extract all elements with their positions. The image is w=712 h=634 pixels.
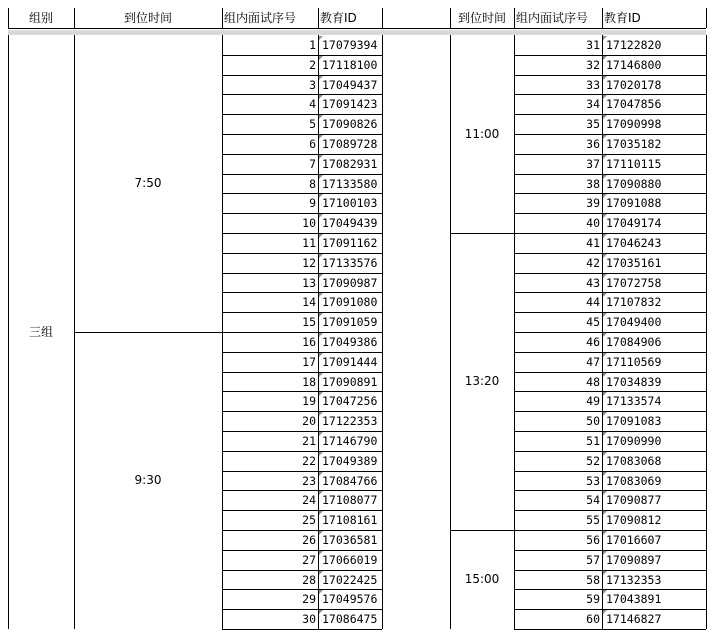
- table-cell-edu-id[interactable]: 17122353: [318, 411, 382, 430]
- text-number-indicator: [319, 115, 323, 119]
- table-cell-edu-id[interactable]: 17079394: [318, 35, 382, 54]
- text-number-indicator: [603, 115, 607, 119]
- table-cell-seq[interactable]: 13: [302, 275, 316, 290]
- table-cell-edu-id[interactable]: 17091162: [318, 233, 382, 252]
- table-cell-seq[interactable]: 30: [302, 612, 316, 627]
- grid-line-vertical: [706, 35, 707, 629]
- text-number-indicator: [603, 313, 607, 317]
- header-separator: [450, 8, 451, 28]
- table-cell-edu-id[interactable]: 17132353: [602, 570, 706, 589]
- text-number-indicator: [319, 234, 323, 238]
- table-cell-seq[interactable]: 26: [302, 533, 316, 547]
- header-separator: [74, 8, 75, 28]
- table-cell-seq[interactable]: 54: [586, 493, 600, 508]
- text-number-indicator: [319, 76, 323, 80]
- text-number-indicator: [319, 571, 323, 575]
- row-line: [514, 629, 706, 630]
- table-cell-edu-id[interactable]: 17090826: [318, 114, 382, 133]
- text-number-indicator: [319, 491, 323, 495]
- text-number-indicator: [319, 610, 323, 614]
- table-cell-seq[interactable]: 39: [586, 196, 600, 211]
- table-cell-edu-id[interactable]: 17049439: [318, 213, 382, 232]
- table-cell-seq[interactable]: 15: [302, 315, 316, 330]
- text-number-indicator: [603, 214, 607, 218]
- table-cell-seq[interactable]: 10: [302, 216, 316, 231]
- table-cell-seq[interactable]: 23: [302, 473, 316, 488]
- table-cell-seq[interactable]: 11: [302, 236, 316, 250]
- text-number-indicator: [603, 610, 607, 614]
- table-cell-seq[interactable]: 44: [586, 295, 600, 310]
- table-cell-edu-id[interactable]: 17034839: [602, 372, 706, 391]
- header-edu-id-left[interactable]: 教育ID: [320, 11, 357, 25]
- table-cell-seq[interactable]: 47: [586, 354, 600, 369]
- table-cell-seq[interactable]: 28: [302, 572, 316, 587]
- grid-line-vertical: [8, 35, 9, 629]
- table-cell-edu-id[interactable]: 17110115: [602, 154, 706, 173]
- text-number-indicator: [603, 531, 607, 535]
- table-cell-seq[interactable]: 36: [586, 137, 600, 151]
- table-cell-seq[interactable]: 56: [586, 533, 600, 547]
- text-number-indicator: [603, 293, 607, 297]
- header-separator: [318, 8, 319, 28]
- table-cell-edu-id[interactable]: 17090987: [318, 273, 382, 292]
- table-cell-seq[interactable]: 20: [302, 414, 316, 429]
- header-arrival-time-right[interactable]: 到位时间: [457, 11, 506, 25]
- text-number-indicator: [319, 392, 323, 396]
- table-cell-edu-id[interactable]: 17046243: [602, 233, 706, 252]
- header-separator: [382, 8, 383, 28]
- arrival-time-value: 9:30: [134, 473, 162, 487]
- table-cell-edu-id[interactable]: 17090990: [602, 431, 706, 450]
- table-cell-edu-id[interactable]: 17049386: [318, 332, 382, 351]
- table-cell-seq[interactable]: 21: [302, 434, 316, 448]
- text-number-indicator: [319, 293, 323, 297]
- table-cell-edu-id[interactable]: 17090897: [602, 550, 706, 569]
- text-number-indicator: [319, 36, 323, 40]
- row-line: [222, 629, 382, 630]
- text-number-indicator: [319, 531, 323, 535]
- table-cell-edu-id[interactable]: 17108077: [318, 490, 382, 509]
- table-cell-seq[interactable]: 5: [309, 117, 316, 132]
- table-cell-seq[interactable]: 8: [309, 176, 316, 191]
- table-cell-seq[interactable]: 7: [309, 156, 316, 171]
- table-cell-seq[interactable]: 22: [302, 453, 316, 468]
- table-cell-edu-id[interactable]: 17035182: [602, 134, 706, 153]
- text-number-indicator: [603, 234, 607, 238]
- table-cell-seq[interactable]: 4: [309, 97, 316, 112]
- text-number-indicator: [319, 472, 323, 476]
- text-number-indicator: [603, 274, 607, 278]
- text-number-indicator: [603, 472, 607, 476]
- table-cell-edu-id[interactable]: 17072758: [602, 273, 706, 292]
- arrival-time-cell[interactable]: [450, 530, 514, 629]
- text-number-indicator: [603, 76, 607, 80]
- table-cell-edu-id[interactable]: 17110569: [602, 352, 706, 371]
- text-number-indicator: [319, 353, 323, 357]
- table-cell-seq[interactable]: 27: [302, 552, 316, 567]
- table-cell-seq[interactable]: 19: [302, 394, 316, 409]
- header-edu-id-right[interactable]: 教育ID: [604, 11, 641, 25]
- text-number-indicator: [319, 452, 323, 456]
- text-number-indicator: [603, 194, 607, 198]
- header-separator: [8, 8, 9, 28]
- table-cell-edu-id[interactable]: 17036581: [318, 530, 382, 549]
- table-cell-seq[interactable]: 50: [586, 414, 600, 429]
- table-cell-seq[interactable]: 59: [586, 592, 600, 607]
- arrival-time-value: 15:00: [464, 572, 500, 586]
- table-cell-seq[interactable]: 31: [586, 38, 600, 52]
- table-cell-edu-id[interactable]: 17133574: [602, 391, 706, 410]
- text-number-indicator: [603, 590, 607, 594]
- header-group[interactable]: 组别: [28, 11, 53, 25]
- table-cell-seq[interactable]: 48: [586, 374, 600, 389]
- table-cell-edu-id[interactable]: 17091088: [602, 193, 706, 212]
- text-number-indicator: [319, 194, 323, 198]
- text-number-indicator: [319, 590, 323, 594]
- header-separator: [602, 8, 603, 28]
- table-cell-seq[interactable]: 25: [302, 513, 316, 528]
- arrival-time-cell[interactable]: [74, 332, 222, 629]
- header-separator: [222, 8, 223, 28]
- text-number-indicator: [603, 56, 607, 60]
- table-cell-edu-id[interactable]: 17091083: [602, 411, 706, 430]
- table-cell-edu-id[interactable]: 17083069: [602, 471, 706, 490]
- table-cell-seq[interactable]: 45: [586, 315, 600, 330]
- text-number-indicator: [319, 313, 323, 317]
- text-number-indicator: [319, 175, 323, 179]
- table-cell-seq[interactable]: 58: [586, 572, 600, 587]
- arrival-time-value: 7:50: [134, 176, 162, 190]
- text-number-indicator: [319, 333, 323, 337]
- text-number-indicator: [603, 551, 607, 555]
- text-number-indicator: [603, 36, 607, 40]
- grid-line-vertical: [382, 35, 383, 629]
- header-arrival-time-left[interactable]: 到位时间: [123, 11, 172, 25]
- table-cell-seq[interactable]: 41: [586, 236, 600, 250]
- table-cell-edu-id[interactable]: 17133580: [318, 174, 382, 193]
- table-cell-seq[interactable]: 6: [309, 137, 316, 151]
- text-number-indicator: [603, 155, 607, 159]
- table-cell-edu-id[interactable]: 17016607: [602, 530, 706, 549]
- arrival-time-cell[interactable]: [450, 35, 514, 233]
- text-number-indicator: [319, 432, 323, 436]
- table-cell-edu-id[interactable]: 17043891: [602, 589, 706, 608]
- text-number-indicator: [603, 254, 607, 258]
- header-separator: [514, 8, 515, 28]
- table-cell-seq[interactable]: 57: [586, 552, 600, 567]
- table-cell-edu-id[interactable]: 17100103: [318, 193, 382, 212]
- table-cell-seq[interactable]: 60: [586, 612, 600, 627]
- table-cell-edu-id[interactable]: 17049437: [318, 75, 382, 94]
- table-cell-edu-id[interactable]: 17091059: [318, 312, 382, 331]
- text-number-indicator: [603, 353, 607, 357]
- table-cell-edu-id[interactable]: 17108161: [318, 510, 382, 529]
- table-cell-seq[interactable]: 34: [586, 97, 600, 112]
- table-cell-seq[interactable]: 1: [309, 38, 316, 52]
- text-number-indicator: [319, 511, 323, 515]
- table-cell-seq[interactable]: 37: [586, 156, 600, 171]
- table-cell-edu-id[interactable]: 17082931: [318, 154, 382, 173]
- table-cell-seq[interactable]: 12: [302, 255, 316, 270]
- text-number-indicator: [603, 175, 607, 179]
- table-cell-edu-id[interactable]: 17090998: [602, 114, 706, 133]
- arrival-time-cell[interactable]: [450, 233, 514, 530]
- table-cell-edu-id[interactable]: 17020178: [602, 75, 706, 94]
- table-cell-edu-id[interactable]: 17090877: [602, 490, 706, 509]
- arrival-time-value: 13:20: [464, 374, 500, 388]
- table-cell-edu-id[interactable]: 17091423: [318, 94, 382, 113]
- text-number-indicator: [319, 254, 323, 258]
- table-cell-seq[interactable]: 9: [309, 196, 316, 211]
- table-cell-edu-id[interactable]: 17090880: [602, 174, 706, 193]
- table-cell-edu-id[interactable]: 17047256: [318, 391, 382, 410]
- text-number-indicator: [319, 551, 323, 555]
- table-cell-seq[interactable]: 16: [302, 335, 316, 349]
- text-number-indicator: [319, 135, 323, 139]
- text-number-indicator: [603, 452, 607, 456]
- text-number-indicator: [603, 95, 607, 99]
- arrival-time-value: 11:00: [464, 127, 500, 141]
- text-number-indicator: [319, 95, 323, 99]
- table-cell-edu-id[interactable]: 17122820: [602, 35, 706, 54]
- table-cell-seq[interactable]: 29: [302, 592, 316, 607]
- table-cell-seq[interactable]: 14: [302, 295, 316, 310]
- table-cell-edu-id[interactable]: 17083068: [602, 451, 706, 470]
- text-number-indicator: [319, 274, 323, 278]
- table-cell-seq[interactable]: 2: [309, 57, 316, 72]
- table-cell-edu-id[interactable]: 17090812: [602, 510, 706, 529]
- table-cell-edu-id[interactable]: 17035161: [602, 253, 706, 272]
- table-cell-seq[interactable]: 46: [586, 335, 600, 349]
- table-cell-seq[interactable]: 49: [586, 394, 600, 409]
- table-cell-edu-id[interactable]: 17091444: [318, 352, 382, 371]
- table-cell-edu-id[interactable]: 17084906: [602, 332, 706, 351]
- table-cell-seq[interactable]: 24: [302, 493, 316, 508]
- text-number-indicator: [603, 571, 607, 575]
- text-number-indicator: [319, 56, 323, 60]
- table-cell-seq[interactable]: 51: [586, 434, 600, 448]
- table-cell-edu-id[interactable]: 17146827: [602, 609, 706, 628]
- table-cell-edu-id[interactable]: 17118100: [318, 55, 382, 74]
- table-cell-edu-id[interactable]: 17089728: [318, 134, 382, 153]
- table-cell-seq[interactable]: 52: [586, 453, 600, 468]
- header-divider: [8, 28, 706, 29]
- header-seq-left[interactable]: 组内面试序号: [224, 11, 297, 25]
- table-cell-edu-id[interactable]: 17047856: [602, 94, 706, 113]
- table-cell-edu-id[interactable]: 17133576: [318, 253, 382, 272]
- text-number-indicator: [319, 412, 323, 416]
- table-cell-seq[interactable]: 35: [586, 117, 600, 132]
- table-cell-edu-id[interactable]: 17146790: [318, 431, 382, 450]
- text-number-indicator: [319, 214, 323, 218]
- table-cell-edu-id[interactable]: 17084766: [318, 471, 382, 490]
- text-number-indicator: [603, 491, 607, 495]
- table-cell-seq[interactable]: 53: [586, 473, 600, 488]
- group-name: 三组: [28, 325, 53, 339]
- arrival-time-cell[interactable]: [74, 35, 222, 332]
- text-number-indicator: [603, 135, 607, 139]
- table-cell-seq[interactable]: 38: [586, 176, 600, 191]
- text-number-indicator: [603, 432, 607, 436]
- table-cell-seq[interactable]: 55: [586, 513, 600, 528]
- table-cell-edu-id[interactable]: 17091080: [318, 292, 382, 311]
- text-number-indicator: [319, 155, 323, 159]
- table-cell-edu-id[interactable]: 17146800: [602, 55, 706, 74]
- table-cell-edu-id[interactable]: 17049576: [318, 589, 382, 608]
- text-number-indicator: [319, 373, 323, 377]
- header-separator: [706, 8, 707, 28]
- table-cell-edu-id[interactable]: 17066019: [318, 550, 382, 569]
- table-cell-edu-id[interactable]: 17049400: [602, 312, 706, 331]
- table-cell-seq[interactable]: 32: [586, 57, 600, 72]
- text-number-indicator: [603, 511, 607, 515]
- table-cell-seq[interactable]: 42: [586, 255, 600, 270]
- text-number-indicator: [603, 373, 607, 377]
- table-cell-edu-id[interactable]: 17049174: [602, 213, 706, 232]
- table-cell-seq[interactable]: 43: [586, 275, 600, 290]
- group-cell[interactable]: [8, 35, 74, 630]
- text-number-indicator: [603, 333, 607, 337]
- table-cell-edu-id[interactable]: 17022425: [318, 570, 382, 589]
- table-cell-seq[interactable]: 17: [302, 354, 316, 369]
- table-cell-seq[interactable]: 18: [302, 374, 316, 389]
- header-seq-right[interactable]: 组内面试序号: [516, 11, 589, 25]
- table-cell-edu-id[interactable]: 17086475: [318, 609, 382, 628]
- table-cell-edu-id[interactable]: 17090891: [318, 372, 382, 391]
- table-cell-edu-id[interactable]: 17049389: [318, 451, 382, 470]
- text-number-indicator: [603, 412, 607, 416]
- table-cell-seq[interactable]: 40: [586, 216, 600, 231]
- table-cell-seq[interactable]: 3: [309, 77, 316, 92]
- table-cell-edu-id[interactable]: 17107832: [602, 292, 706, 311]
- text-number-indicator: [603, 392, 607, 396]
- table-cell-seq[interactable]: 33: [586, 77, 600, 92]
